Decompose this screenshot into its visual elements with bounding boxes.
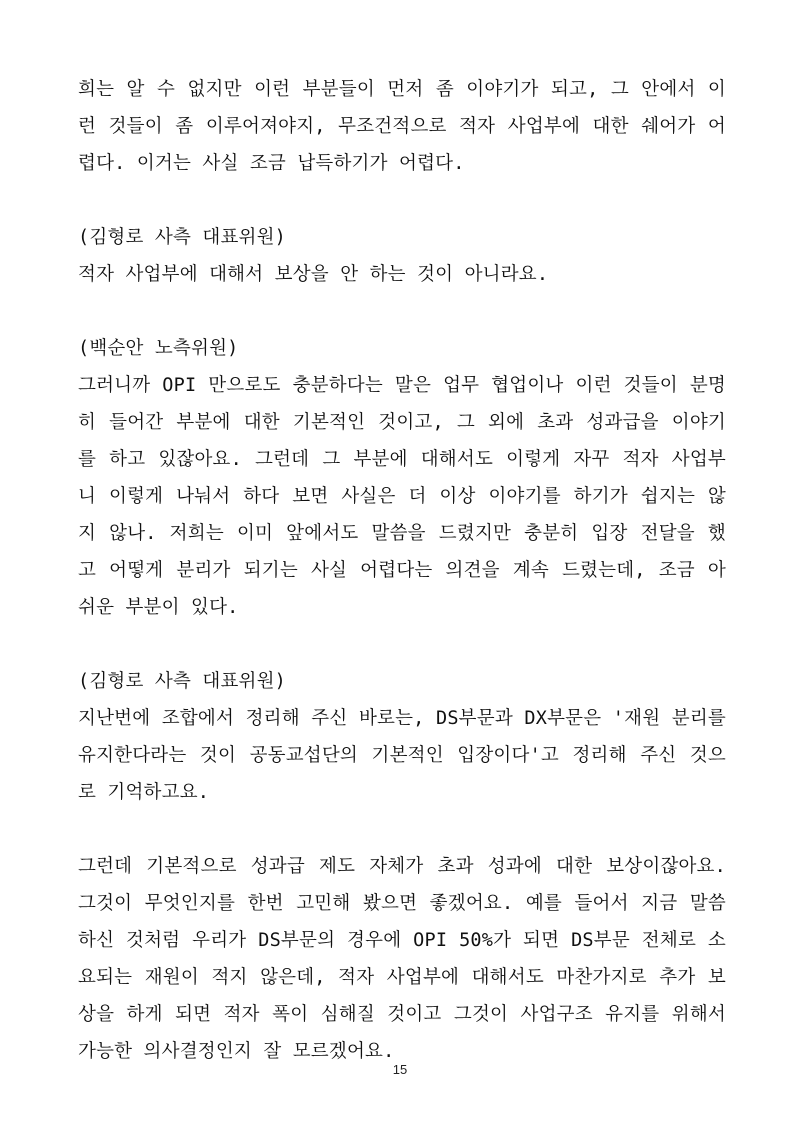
speech-paragraph: 그런데 기본적으로 성과급 제도 자체가 초과 성과에 대한 보상이잖아요. 그것이 무엇인지를 한번 고민해 봤으면 좋겠어요. 예를 들어서 지금 말씀하신 것처럼 우리가 DS부문의 경우에 OPI 50%가 되면 DS부문 전체로 소요되는 재원이 적지 않은데, 적자 사업부에 대해서도 마찬가지로 추가 보상을 하게 되면 적자 폭이 심해질 것이고 그것이 사업구조 유지를 위해서 가능한 의사결정인지 잘 모르겠어요. xyxy=(78,856,726,1062)
paragraph-continuation: 희는 알 수 없지만 이런 부분들이 먼저 좀 이야기가 되고, 그 안에서 이런 것들이 좀 이루어져야지, 무조건적으로 적자 사업부에 대한 쉐어가 어렵다. 이거는 사실 조금 납득하기가 어렵다. xyxy=(78,79,726,174)
speaker-label: (김형로 사측 대표위원) xyxy=(78,227,286,248)
speaker-label: (백순안 노측위원) xyxy=(78,338,239,359)
speaker-label: (김형로 사측 대표위원) xyxy=(78,671,286,692)
speech-paragraph: 그러니까 OPI 만으로도 충분하다는 말은 업무 협업이나 이런 것들이 분명히 들어간 부분에 대한 기본적인 것이고, 그 외에 초과 성과급을 이야기를 하고 있잖아요. 그런데 그 부분에 대해서도 이렇게 자꾸 적자 사업부니 이렇게 나눠서 하다 보면 사실은 더 이상 이야기를 하기가 쉽지는 않지 않나. 저희는 이미 앞에서도 말씀을 드렸지만 충분히 입장 전달을 했고 어떻게 분리가 되기는 사실 어렵다는 의견을 계속 드렸는데, 조금 아쉬운 부분이 있다. xyxy=(78,375,726,618)
speech-paragraph: 지난번에 조합에서 정리해 주신 바로는, DS부문과 DX부문은 '재원 분리를 유지한다라는 것이 공동교섭단의 기본적인 입장이다'고 정리해 주신 것으로 기억하고요. xyxy=(78,708,726,803)
paragraph-gap xyxy=(78,811,726,848)
document-page xyxy=(78,71,726,1070)
paragraph-gap xyxy=(78,626,726,663)
paragraph-gap xyxy=(78,182,726,219)
page-number: 15 xyxy=(392,1062,408,1077)
paragraph-gap xyxy=(78,293,726,330)
speech-paragraph: 적자 사업부에 대해서 보상을 안 하는 것이 아니라요. xyxy=(78,264,549,285)
